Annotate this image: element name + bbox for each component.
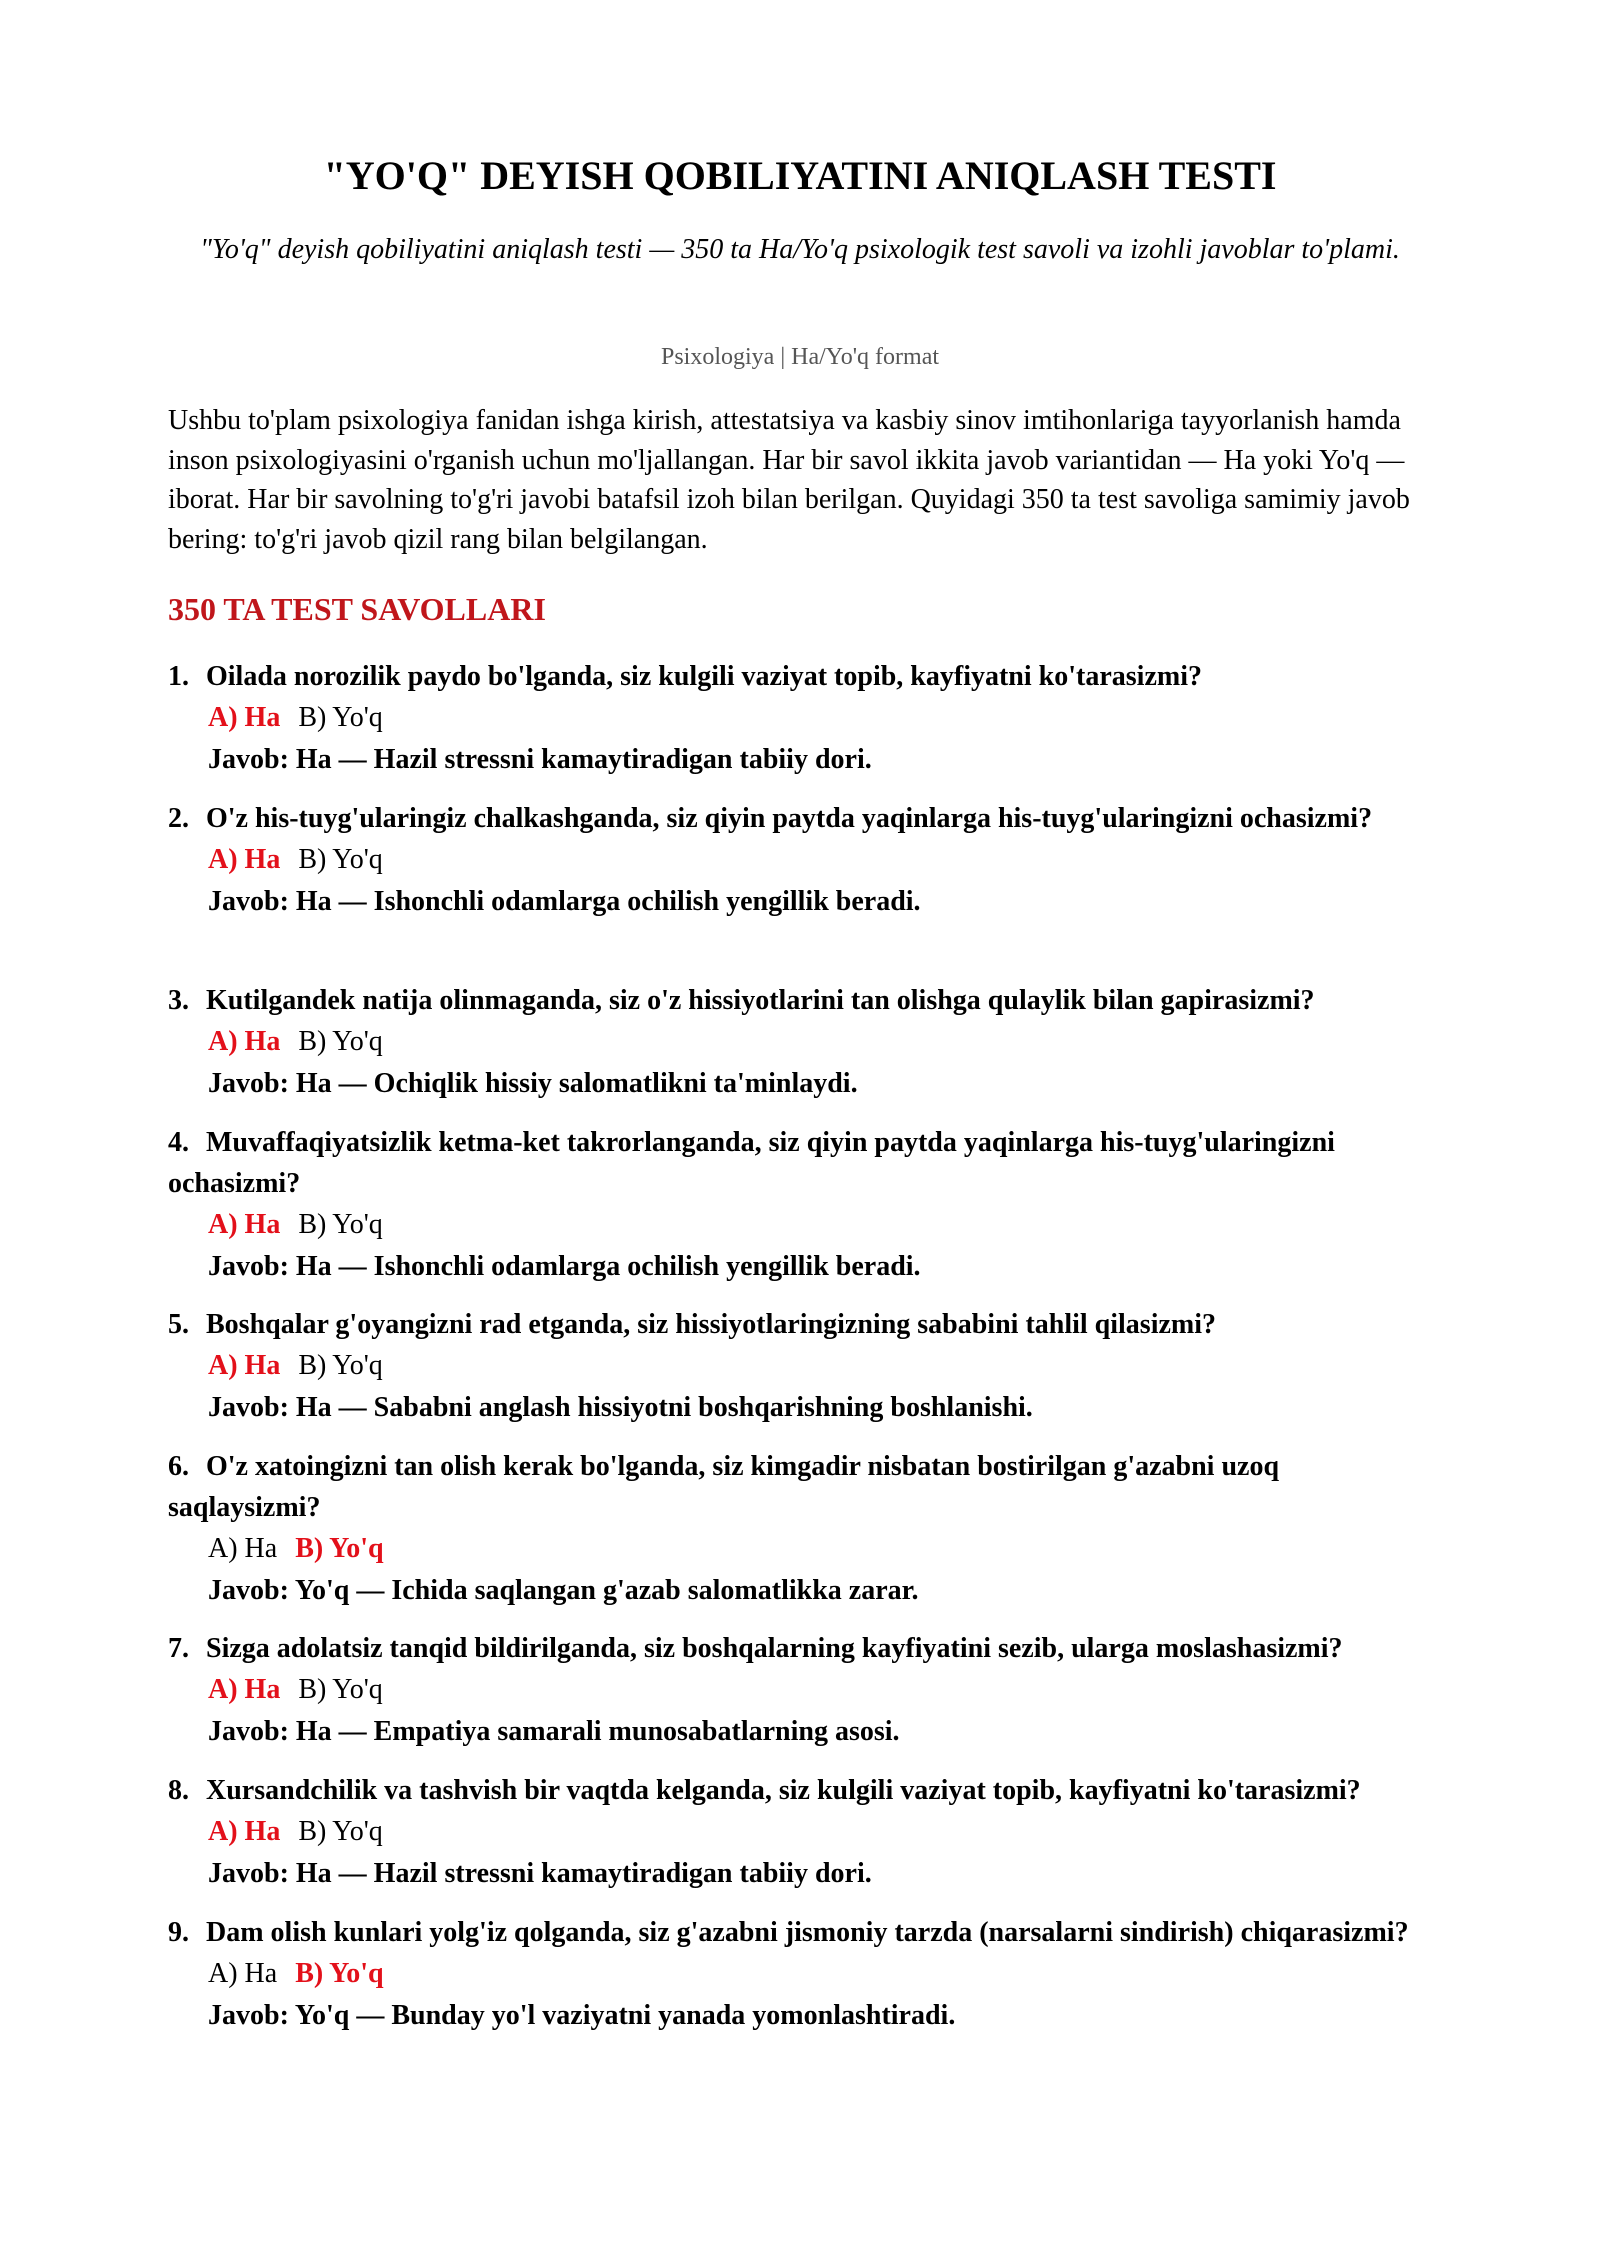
document-title: "YO'Q" DEYISH QOBILIYATINI ANIQLASH TESTI [323, 153, 1277, 198]
option-a: A) Ha [208, 1533, 278, 1564]
answer-options [168, 1345, 1438, 1387]
document-category: Psixologiya | Ha/Yo'q format [660, 344, 940, 370]
answer-options [168, 1811, 1438, 1853]
option-b: B) Yo'q [298, 702, 383, 733]
answer-explanation: Javob: Ha — Hazil stressni kamaytiradigan tabiiy dori. [208, 744, 872, 775]
question-text [168, 656, 1438, 697]
question-text [168, 1304, 1438, 1345]
question-item [168, 980, 1438, 1105]
question-label: Muvaffaqiyatsizlik ketma-ket takrorlanganda, siz qiyin paytda yaqinlarga his-tuyg'ularingizni ochasizmi? [168, 1127, 1335, 1199]
question-number: 9. [168, 1917, 189, 1948]
option-a: A) Ha [208, 1816, 281, 1847]
question-item [168, 1770, 1438, 1895]
option-a: A) Ha [208, 844, 281, 875]
question-number: 6. [168, 1451, 189, 1482]
question-text [168, 980, 1438, 1021]
question-label: O'z xatoingizni tan olish kerak bo'lganda, siz kimgadir nisbatan bostirilgan g'azabni uzoq saqlaysizmi? [168, 1451, 1280, 1523]
answer-options [168, 1953, 1438, 1995]
question-label: Sizga adolatsiz tanqid bildirilganda, siz boshqalarning kayfiyatini sezib, ularga moslashasizmi? [206, 1633, 1343, 1664]
answer-explanation: Javob: Yo'q — Ichida saqlangan g'azab salomatlikka zarar. [208, 1575, 919, 1606]
question-number: 1. [168, 661, 189, 692]
option-a: A) Ha [208, 702, 281, 733]
option-a: A) Ha [208, 1209, 281, 1240]
option-b: B) Yo'q [298, 1026, 383, 1057]
answer-explanation: Javob: Ha — Empatiya samarali munosabatlarning asosi. [208, 1716, 900, 1747]
question-label: O'z his-tuyg'ularingiz chalkashganda, siz qiyin paytda yaqinlarga his-tuyg'ularingizni ochasizmi? [206, 803, 1373, 834]
question-number: 4. [168, 1127, 189, 1158]
section-title: 350 TA TEST SAVOLLARI [168, 591, 546, 627]
question-label: Dam olish kunlari yolg'iz qolganda, siz g'azabni jismoniy tarzda (narsalarni sindirish) chiqarasizmi? [206, 1917, 1409, 1948]
question-label: Xursandchilik va tashvish bir vaqtda kelganda, siz kulgili vaziyat topib, kayfiyatni ko'tarasizmi? [206, 1775, 1361, 1806]
option-b: B) Yo'q [298, 1350, 383, 1381]
option-a: A) Ha [208, 1674, 281, 1705]
question-item [168, 1628, 1438, 1753]
answer-explanation: Javob: Yo'q — Bunday yo'l vaziyatni yanada yomonlashtiradi. [208, 2000, 956, 2031]
answer-options [168, 839, 1438, 881]
question-number: 5. [168, 1309, 189, 1340]
answer-explanation: Javob: Ha — Hazil stressni kamaytiradigan tabiiy dori. [208, 1858, 872, 1889]
question-number: 7. [168, 1633, 189, 1664]
answer-options [168, 1669, 1438, 1711]
intro-paragraph: Ushbu to'plam psixologiya fanidan ishga kirish, attestatsiya va kasbiy sinov imtihonlariga tayyorlanish hamda inson psixologiyasini o'rganish uchun mo'ljallangan. Har bir savol ikkita javob variantidan — Ha yoki Yo'q — iborat. Har bir savolning to'g'ri javobi batafsil izoh bilan berilgan. Quyidagi 350 ta test savoliga samimiy javob bering: to'g'ri javob qizil rang bilan belgilangan. [168, 405, 1410, 555]
question-text [168, 798, 1438, 839]
option-b: B) Yo'q [298, 1209, 383, 1240]
question-text [168, 1446, 1438, 1528]
option-b: B) Yo'q [298, 1816, 383, 1847]
question-label: Oilada norozilik paydo bo'lganda, siz kulgili vaziyat topib, kayfiyatni ko'tarasizmi? [206, 661, 1202, 692]
question-label: Boshqalar g'oyangizni rad etganda, siz hissiyotlaringizning sababini tahlil qilasizmi? [206, 1309, 1217, 1340]
answer-explanation: Javob: Ha — Ishonchli odamlarga ochilish yengillik beradi. [208, 1251, 921, 1282]
answer-explanation: Javob: Ha — Sababni anglash hissiyotni boshqarishning boshlanishi. [208, 1392, 1033, 1423]
option-a: A) Ha [208, 1958, 278, 1989]
question-text [168, 1122, 1438, 1204]
option-b: B) Yo'q [298, 844, 383, 875]
question-text [168, 1770, 1438, 1811]
option-b: B) Yo'q [295, 1533, 384, 1564]
option-b: B) Yo'q [298, 1674, 383, 1705]
question-number: 2. [168, 803, 189, 834]
answer-explanation: Javob: Ha — Ochiqlik hissiy salomatlikni ta'minlaydi. [208, 1068, 858, 1099]
answer-options [168, 1528, 1438, 1570]
question-item [168, 1304, 1438, 1429]
answer-explanation: Javob: Ha — Ishonchli odamlarga ochilish yengillik beradi. [208, 886, 921, 917]
answer-options [168, 1204, 1438, 1246]
question-number: 8. [168, 1775, 189, 1806]
question-item [168, 656, 1438, 781]
option-a: A) Ha [208, 1026, 281, 1057]
answer-options [168, 1021, 1438, 1063]
question-item [168, 1446, 1438, 1612]
question-item [168, 1912, 1438, 2037]
option-a: A) Ha [208, 1350, 281, 1381]
option-b: B) Yo'q [295, 1958, 384, 1989]
question-item [168, 798, 1438, 923]
question-label: Kutilgandek natija olinmaganda, siz o'z hissiyotlarini tan olishga qulaylik bilan gapirasizmi? [206, 985, 1315, 1016]
question-text [168, 1912, 1438, 1953]
question-item [168, 1122, 1438, 1288]
question-number: 3. [168, 985, 189, 1016]
answer-options [168, 697, 1438, 739]
document-subtitle: "Yo'q" deyish qobiliyatini aniqlash testi — 350 ta Ha/Yo'q psixologik test savoli va izohli javoblar to'plami. [200, 234, 1400, 265]
question-text [168, 1628, 1438, 1669]
